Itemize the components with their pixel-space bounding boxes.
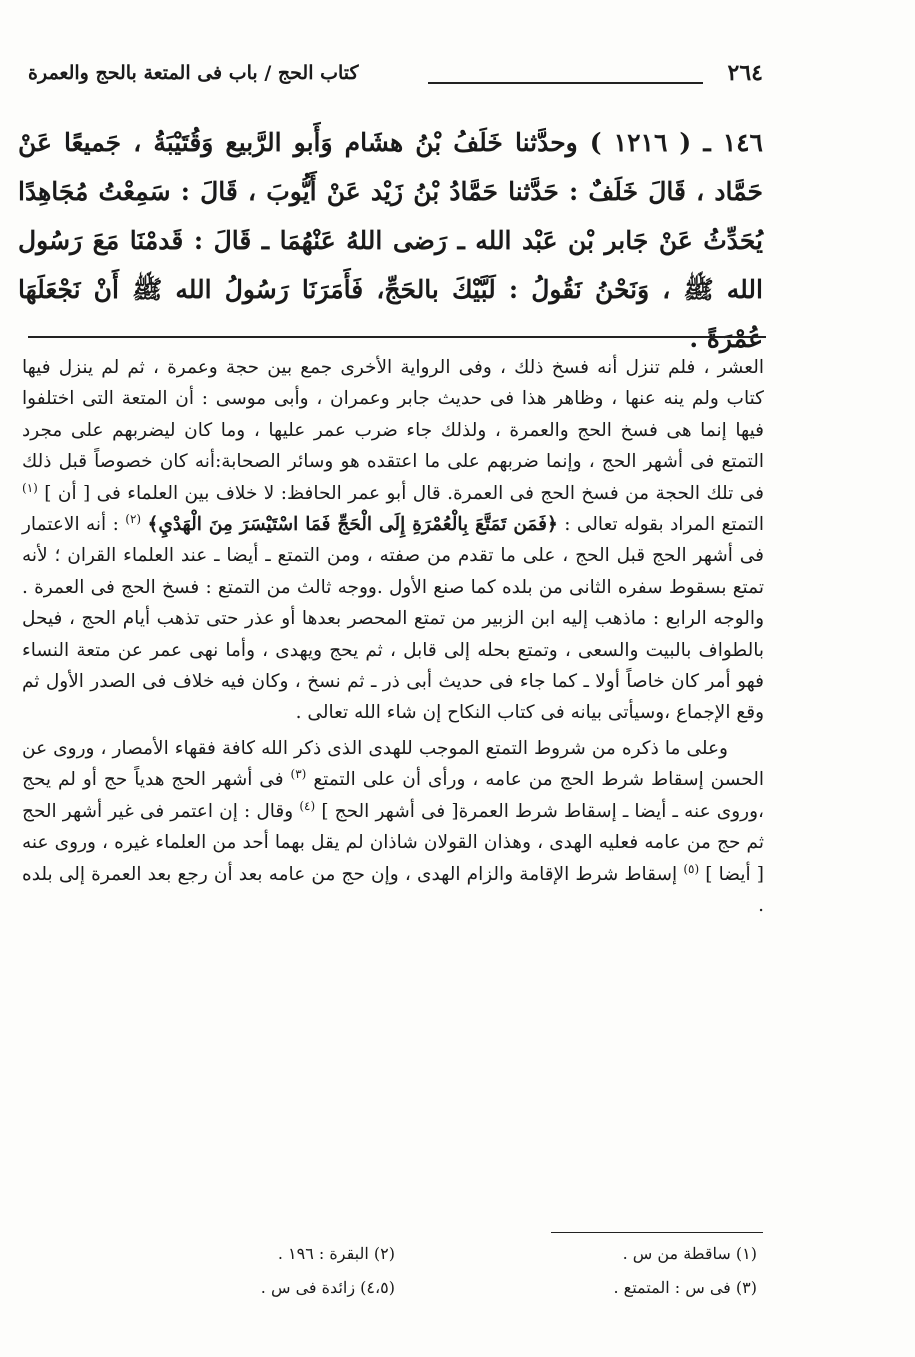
footnote-3: (٣) فى س : المتمتع .: [613, 1278, 757, 1297]
hadith-text: [18, 118, 763, 363]
footnote-ref-4: (٤): [299, 798, 316, 813]
footnote-ref-5: (٥): [683, 861, 700, 876]
page-header: [28, 60, 763, 96]
footnote-ref-3: (٣): [290, 767, 307, 782]
section-divider: [28, 336, 766, 338]
commentary-paragraph-2: وعلى ما ذكره من شروط التمتع الموجب للهدى الذى ذكر الله كافة فقهاء الأمصار ، وروى عن الحسن إسقاط شرط الحج من عامه ، ورأى أن على التمتع $^{(٣)}$ فى أشهر الحج هدياً حج أو لم يحج ،وروى عنه ـ أيضا ـ إسقاط شرط العمرة[ فى أشهر الحج ] $^{(٤)}$ وقال : إن اعتمر فى غير أشهر الحج ثم حج من عامه فعليه الهدى ، وهذان القولان شاذان لم يقل بهما أحد من العلماء غيره ، وروى عنه [ أيضا ] $^{(٥)}$ إسقاط شرط الإقامة والزام الهدى ، وإن حج من عامه بعد أن رجع بعد العمرة إلى بلده .: [22, 737, 764, 916]
footnote-2: (٢) البقرة : ١٩٦ .: [277, 1244, 395, 1263]
footnote-ref-2: (٢): [125, 511, 142, 526]
commentary-paragraph-1: العشر ، فلم تنزل أنه فسخ ذلك ، وفى الرواية الأخرى جمع بين حجة وعمرة ، ثم لم ينزل فيها كتاب ولم ينه عنها ، وظاهر هذا فى حديث جابر وعمران ، وأبى موسى : أن المتعة التى اختلفوا فيها إنما هى فسخ الحج والعمرة ، ولذلك جاء ضرب عمر عليها ، وما كان ليضربهم على مجرد التمتع فى أشهر الحج ، وإنما ضربهم على ما اعتقده هو وسائر الصحابة:أنه كان خصوصاً قبل ذلك فى تلك الحجة من فسخ الحج فى العمرة. قال أبو عمر الحافظ: لا خلاف بين العلماء فى [ أن ] $^{(١)}$ التمتع المراد بقوله تعالى : ﴿فَمَن تَمَتَّعَ بِالْعُمْرَةِ إِلَى الْحَجِّ فَمَا اسْتَيْسَرَ مِنَ الْهَدْيِ﴾ $^{(٢)}$ : أنه الاعتمار فى أشهر الحج قبل الحج ، على ما تقدم من صفته ، ومن التمتع ـ أيضا ـ عند العلماء القران ؛ لأنه تمتع بسقوط سفره الثانى من بلده كما صنع الأول .ووجه ثالث من التمتع : فسخ الحج فى العمرة . والوجه الرابع : ماذهب إليه ابن الزبير من تمتع المحصر بعدها أو عذر حتى تذهب أيام الحج ، فيحل بالطواف بالبيت والسعى ، وتمتع بحله إلى قابل ، ثم يحج ويهدى ، وأما نهى عمر عن متعة النساء فهو أمر كان خاصاً أولا ـ كما جاء فى حديث أبى ذر ـ ثم نسخ ، وكان فيه خلاف فى الصدر الأول ثم وقع الإجماع ،وسيأتى بيانه فى كتاب النكاح إن شاء الله تعالى .: [22, 357, 765, 724]
footnote-4: (٤،٥) زائدة فى س .: [260, 1278, 395, 1297]
running-title: كتاب الحج / باب فى المتعة بالحج والعمرة: [28, 62, 359, 84]
page-number: ٢٦٤: [727, 60, 763, 86]
commentary: [22, 352, 764, 921]
header-rule: [428, 82, 703, 84]
hadith-paragraph: ١٤٦ ـ ( ١٢١٦ ) وحدَّثنا خَلَفُ بْنُ هشَام وَأَبو الرَّبيع وَقُتَيْبَةُ ، جَميعًا عَنْ حَمَّاد ، قَالَ خَلَفٌ : حَدَّثنا حَمَّادُ بْنُ زَيْد عَنْ أَيُّوبَ ، قَالَ : سَمِعْتُ مُجَاهِدًا يُحَدِّثُ عَنْ جَابر بْن عَبْد الله ـ رَضى اللهُ عَنْهُمَا ـ قَالَ : قَدمْنَا مَعَ رَسُول الله ﷺ ، وَنَحْنُ نَقُولُ : لَبَّيْكَ بالحَجِّ، فَأَمَرَنَا رَسُولُ الله ﷺ أَنْ نَجْعَلَهَا عُمْرَةً .: [18, 128, 763, 353]
quran-verse: ﴿فَمَن تَمَتَّعَ بِالْعُمْرَةِ إِلَى الْحَجِّ فَمَا اسْتَيْسَرَ مِنَ الْهَدْيِ﴾: [147, 514, 558, 536]
footnote-ref-1: (١): [22, 480, 38, 495]
footnote-divider: [551, 1232, 763, 1233]
footnote-1: (١) ساقطة من س .: [622, 1244, 757, 1263]
